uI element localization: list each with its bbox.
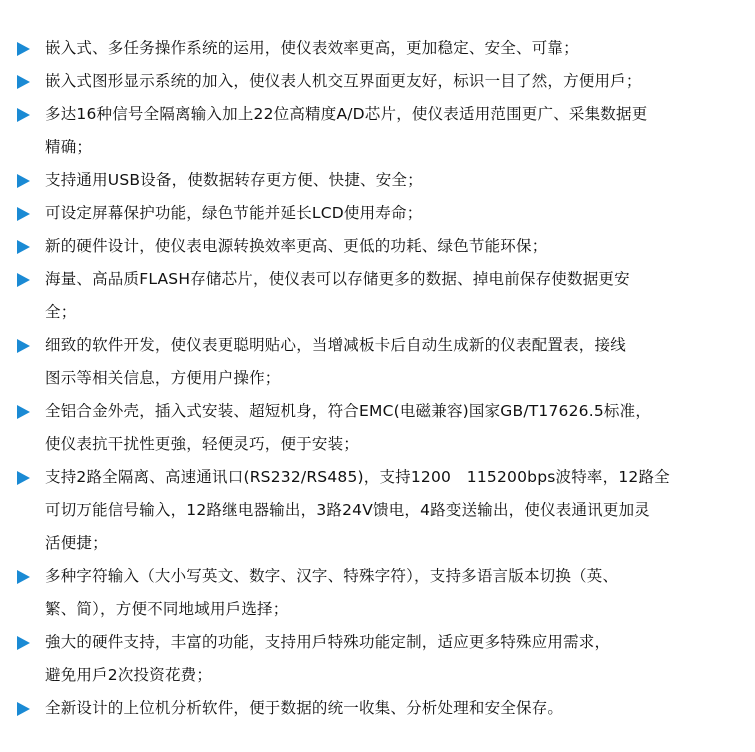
feature-item: [0, 32, 755, 65]
feature-text-line: 支持通用USB设备，使数据转存更方便、快捷、安全；: [45, 171, 423, 189]
feature-text-line: 全；: [45, 303, 77, 321]
feature-list: [0, 32, 755, 725]
bullet-arrow-icon: [17, 42, 30, 56]
feature-text-line: 全铝合金外壳，插入式安装、超短机身，符合EMC(电磁兼容)国家GB/T17626.5标准，: [45, 402, 652, 420]
feature-item: [0, 65, 755, 98]
bullet-arrow-icon: [17, 273, 30, 287]
feature-item: [0, 692, 755, 725]
feature-text-line: 精确；: [45, 138, 93, 156]
bullet-arrow-icon: [17, 240, 30, 254]
bullet-arrow-icon: [17, 405, 30, 419]
feature-item: [0, 164, 755, 197]
feature-item: [0, 230, 755, 263]
feature-text-line: 细致的软件开发，使仪表更聪明贴心，当增减板卡后自动生成新的仪表配置表，接线: [45, 336, 626, 354]
feature-text-line: 图示等相关信息，方便用户操作；: [45, 369, 281, 387]
feature-text-line: 活便捷；: [45, 534, 108, 552]
bullet-arrow-icon: [17, 339, 30, 353]
bullet-arrow-icon: [17, 108, 30, 122]
feature-text-line: 支持2路全隔离、高速通讯口(RS232/RS485)，支持1200 115200bps波特率，12路全: [45, 468, 670, 486]
feature-item: [0, 263, 755, 329]
feature-text-line: 新的硬件设计，使仪表电源转换效率更高、更低的功耗、绿色节能环保；: [45, 237, 548, 255]
feature-text-line: 避免用戶2次投资花费；: [45, 666, 213, 684]
feature-text-line: 海量、高品质FLASH存储芯片，使仪表可以存储更多的数据、掉电前保存使数据更安: [45, 270, 630, 288]
feature-text-line: 嵌入式、多任务操作系统的运用，使仪表效率更高，更加稳定、安全、可靠；: [45, 39, 579, 57]
bullet-arrow-icon: [17, 174, 30, 188]
bullet-arrow-icon: [17, 75, 30, 89]
bullet-arrow-icon: [17, 471, 30, 485]
bullet-arrow-icon: [17, 702, 30, 716]
feature-text-line: 可设定屏幕保护功能，绿色节能并延长LCD使用寿命；: [45, 204, 423, 222]
feature-item: [0, 461, 755, 560]
bullet-arrow-icon: [17, 570, 30, 584]
feature-item: [0, 329, 755, 395]
feature-item: [0, 560, 755, 626]
feature-text-line: 使仪表抗干扰性更強，轻便灵巧，便于安装；: [45, 435, 360, 453]
feature-text-line: 繁、简），方便不同地域用戶选择；: [45, 600, 289, 618]
feature-text-line: 多达16种信号全隔离输入加上22位高精度A/D芯片，使仪表适用范围更广、采集数据更: [45, 105, 648, 123]
feature-text-line: 嵌入式图形显示系统的加入，使仪表人机交互界面更友好，标识一目了然，方便用戶；: [45, 72, 642, 90]
feature-item: [0, 626, 755, 692]
feature-text-line: 強大的硬件支持，丰富的功能，支持用戶特殊功能定制，适应更多特殊应用需求，: [45, 633, 611, 651]
feature-item: [0, 98, 755, 164]
feature-text-line: 多种字符输入（大小写英文、数字、汉字、特殊字符），支持多语言版本切换（英、: [45, 567, 619, 585]
feature-text-line: 全新设计的上位机分析软件，便于数据的统一收集、分析处理和安全保存。: [45, 699, 564, 717]
feature-text-line: 可切万能信号输入，12路继电器输出，3路24V馈电，4路变送输出，使仪表通讯更加灵: [45, 501, 650, 519]
feature-item: [0, 395, 755, 461]
feature-item: [0, 197, 755, 230]
bullet-arrow-icon: [17, 207, 30, 221]
bullet-arrow-icon: [17, 636, 30, 650]
